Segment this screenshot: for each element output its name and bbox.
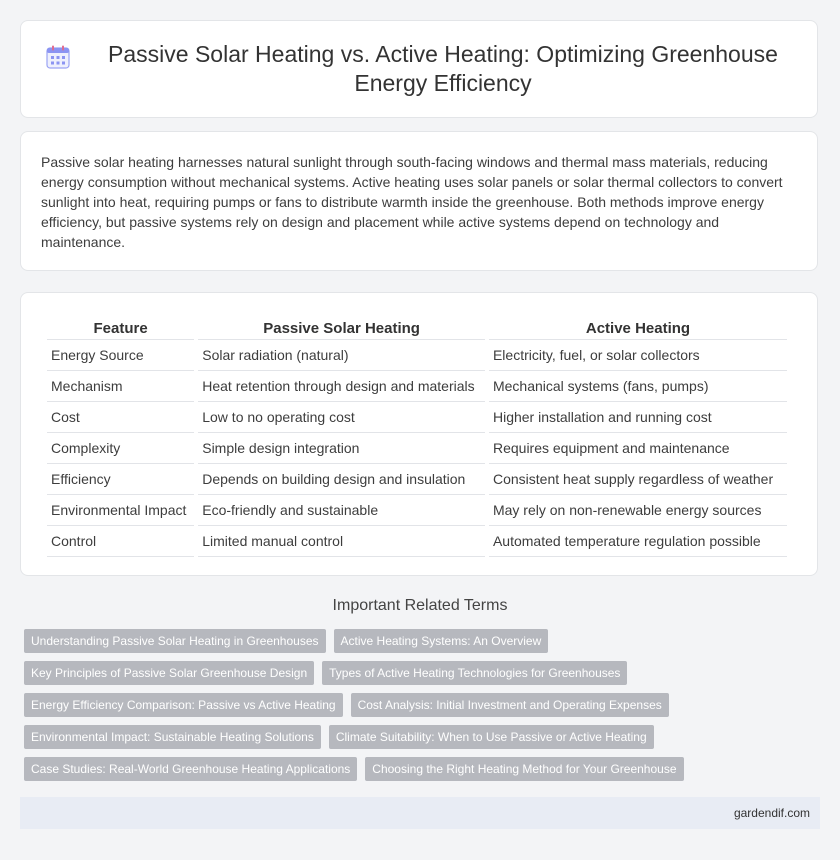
- table-cell: Consistent heat supply regardless of weather: [489, 464, 787, 495]
- table-cell: Higher installation and running cost: [489, 402, 787, 433]
- table-cell: Control: [47, 526, 194, 557]
- table-cell: Complexity: [47, 433, 194, 464]
- related-term-tag[interactable]: Cost Analysis: Initial Investment and Operating Expenses: [351, 693, 669, 717]
- table-cell: Low to no operating cost: [198, 402, 485, 433]
- table-row: [47, 340, 787, 371]
- table-row: [47, 526, 787, 557]
- footer-bar: [20, 797, 820, 829]
- related-term-tag[interactable]: Environmental Impact: Sustainable Heating Solutions: [24, 725, 321, 749]
- related-terms-list: [24, 629, 784, 781]
- table-cell: Depends on building design and insulation: [198, 464, 485, 495]
- table-cell: Heat retention through design and materials: [198, 371, 485, 402]
- table-cell: Environmental Impact: [47, 495, 194, 526]
- table-cell: Limited manual control: [198, 526, 485, 557]
- table-row: [47, 464, 787, 495]
- comparison-table: [43, 315, 791, 557]
- table-cell: Requires equipment and maintenance: [489, 433, 787, 464]
- related-term-tag[interactable]: Case Studies: Real-World Greenhouse Heating Applications: [24, 757, 357, 781]
- header-passive: Passive Solar Heating: [198, 315, 485, 340]
- related-terms-heading: Important Related Terms: [332, 597, 508, 614]
- footer-site-link[interactable]: gardendif.com: [733, 806, 810, 820]
- table-cell: Electricity, fuel, or solar collectors: [489, 340, 787, 371]
- related-term-tag[interactable]: Types of Active Heating Technologies for Greenhouses: [322, 661, 627, 685]
- table-cell: Mechanical systems (fans, pumps): [489, 371, 787, 402]
- table-cell: Automated temperature regulation possible: [489, 526, 787, 557]
- table-cell: Cost: [47, 402, 194, 433]
- comparison-table-card: [20, 292, 818, 576]
- header-card: [20, 20, 818, 118]
- table-header-row: [47, 315, 787, 340]
- table-row: [47, 495, 787, 526]
- page-title: Passive Solar Heating vs. Active Heating: Optimizing Greenhouse Energy Efficiency: [108, 41, 778, 96]
- table-row: [47, 402, 787, 433]
- table-cell: Efficiency: [47, 464, 194, 495]
- table-row: [47, 433, 787, 464]
- calendar-icon: [45, 40, 93, 75]
- table-cell: May rely on non-renewable energy sources: [489, 495, 787, 526]
- header-active: Active Heating: [489, 315, 787, 340]
- intro-card: [20, 131, 818, 271]
- table-row: [47, 371, 787, 402]
- table-cell: Simple design integration: [198, 433, 485, 464]
- related-term-tag[interactable]: Choosing the Right Heating Method for Your Greenhouse: [365, 757, 683, 781]
- related-term-tag[interactable]: Understanding Passive Solar Heating in Greenhouses: [24, 629, 326, 653]
- related-term-tag[interactable]: Key Principles of Passive Solar Greenhouse Design: [24, 661, 314, 685]
- table-cell: Solar radiation (natural): [198, 340, 485, 371]
- related-term-tag[interactable]: Active Heating Systems: An Overview: [334, 629, 549, 653]
- table-cell: Eco-friendly and sustainable: [198, 495, 485, 526]
- related-term-tag[interactable]: Energy Efficiency Comparison: Passive vs Active Heating: [24, 693, 343, 717]
- header-feature: Feature: [47, 315, 194, 340]
- table-cell: Energy Source: [47, 340, 194, 371]
- table-cell: Mechanism: [47, 371, 194, 402]
- related-term-tag[interactable]: Climate Suitability: When to Use Passive or Active Heating: [329, 725, 654, 749]
- intro-paragraph: Passive solar heating harnesses natural sunlight through south-facing windows and thermal mass materials, reducing energy consumption without mechanical systems. Active heating uses solar panels or solar thermal collectors to convert sunlight into heat, requiring pumps or fans to distribute warmth inside the greenhouse. Both methods improve energy efficiency, but passive systems rely on design and placement while active systems depend on technology and maintenance.: [41, 154, 783, 250]
